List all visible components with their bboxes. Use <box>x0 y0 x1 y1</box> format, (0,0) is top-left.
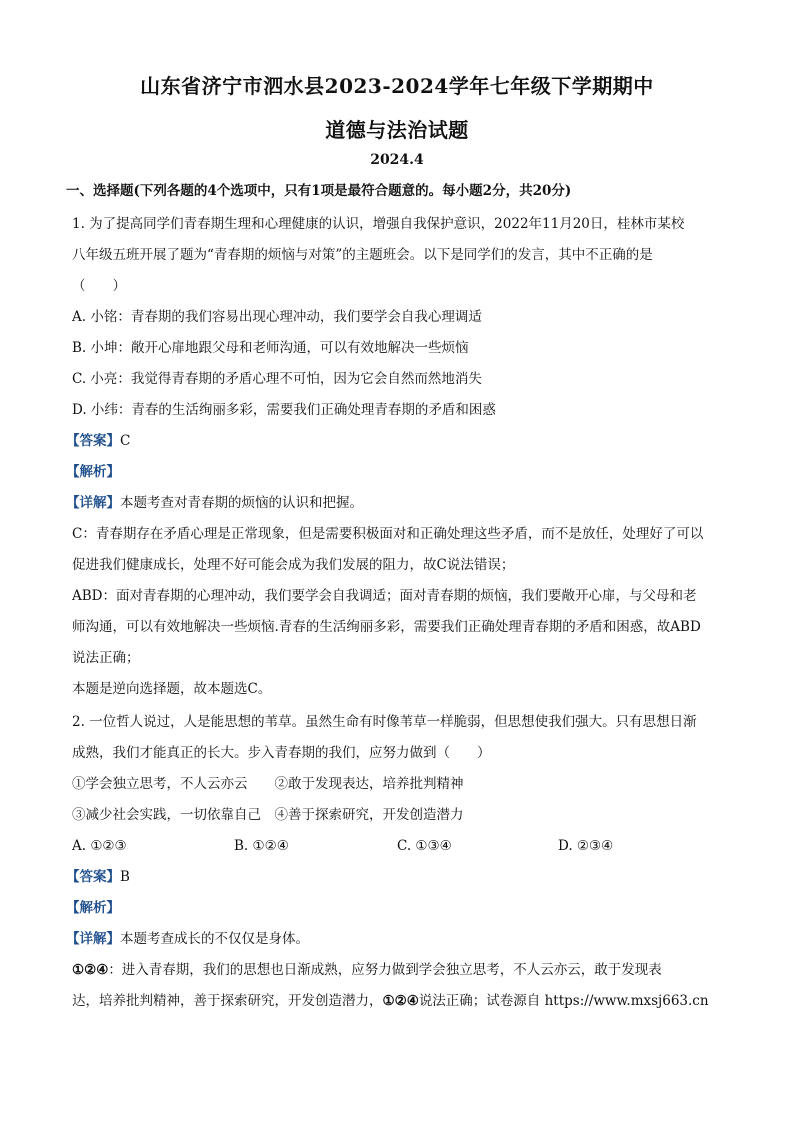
q1-option-d: D. 小纬：青春的生活绚丽多彩，需要我们正确处理青春期的矛盾和困惑 <box>72 402 496 418</box>
analysis-tag: 【解析】 <box>66 900 120 916</box>
explanation-text: ：进入青春期，我们的思想也日渐成熟，应努力做到学会独立思考，不人云亦云，敢于发现表 <box>108 962 662 978</box>
answer-tag: 【答案】 <box>66 869 120 885</box>
detail-text: 本题考查成长的不仅仅是身体。 <box>120 931 309 947</box>
q1-explanation-line: 促进我们健康成长，处理不好可能会成为我们发展的阻力，故C说法错误； <box>72 557 515 573</box>
analysis-tag: 【解析】 <box>66 464 120 480</box>
document-title: 山东省济宁市泗水县2023-2024学年七年级下学期期中 <box>140 74 654 98</box>
q1-stem-line: （ ） <box>72 278 126 294</box>
q1-option-b: B. 小坤：敞开心扉地跟父母和老师沟通，可以有效地解决一些烦恼 <box>72 340 469 356</box>
q2-option-b: B. ①②④ <box>234 838 289 854</box>
q1-explanation-line: C：青春期存在矛盾心理是正常现象，但是需要积极面对和正确处理这些矛盾，而不是放任，处理好了可以 <box>72 526 704 542</box>
detail-tag: 【详解】 <box>66 931 120 947</box>
detail-tag: 【详解】 <box>66 495 120 511</box>
section-heading: 一、选择题(下列各题的4个选项中，只有1项是最符合题意的。每小题2分，共20分) <box>66 183 572 199</box>
q2-option-d: D. ②③④ <box>558 838 614 854</box>
choice-numbers: ①②④ <box>382 993 419 1009</box>
q1-answer <box>66 431 716 451</box>
q1-explanation-line: 本题是逆向选择题，故本题选C。 <box>72 681 272 697</box>
explanation-text-source: 说法正确；试卷源自 https://www.mxsj663.cn <box>418 993 709 1009</box>
q2-option-a: A. ①②③ <box>72 838 127 854</box>
q2-item-line: ①学会独立思考，不人云亦云 ②敢于发现表达，培养批判精神 <box>72 776 464 792</box>
answer-tag: 【答案】 <box>66 433 120 449</box>
detail-text: 本题考查对青春期的烦恼的认识和把握。 <box>120 495 363 511</box>
q1-option-c: C. 小亮：我觉得青春期的矛盾心理不可怕，因为它会自然而然地消失 <box>72 371 482 387</box>
q2-option-c: C. ①③④ <box>397 838 452 854</box>
q2-explanation-line <box>72 960 722 980</box>
q2-item-line: ③减少社会实践，一切依靠自己 ④善于探索研究，开发创造潜力 <box>72 807 464 823</box>
choice-numbers: ①②④ <box>72 962 109 978</box>
q2-answer <box>66 867 716 887</box>
q1-explanation-line: 说法正确； <box>72 650 140 666</box>
q2-explanation-line <box>72 991 722 1011</box>
q2-stem-line: 成熟，我们才能真正的长大。步入青春期的我们，应努力做到（ ） <box>72 745 491 761</box>
answer-value: B <box>120 869 130 885</box>
document-subtitle: 道德与法治试题 <box>325 118 469 142</box>
q1-explanation-line: 师沟通，可以有效地解决一些烦恼.青春的生活绚丽多彩，需要我们正确处理青春期的矛盾和困惑，故ABD <box>72 619 701 635</box>
q2-stem-line: 2. 一位哲人说过，人是能思想的苇草。虽然生命有时像苇草一样脆弱，但思想使我们强大。只有思想日渐 <box>72 714 697 730</box>
q1-stem-line: 八年级五班开展了题为“青春期的烦恼与对策”的主题班会。以下是同学们的发言，其中不正确的是 <box>72 247 653 263</box>
explanation-text: 达，培养批判精神，善于探索研究，开发创造潜力， <box>72 993 383 1009</box>
q1-detail <box>66 493 716 513</box>
answer-value: C <box>120 433 131 449</box>
document-date: 2024.4 <box>370 152 424 168</box>
q2-detail <box>66 929 716 949</box>
q1-explanation-line: ABD：面对青春期的心理冲动，我们要学会自我调适；面对青春期的烦恼，我们要敞开心扉，与父母和老 <box>72 588 697 604</box>
q1-option-a: A. 小铭：青春期的我们容易出现心理冲动，我们要学会自我心理调适 <box>72 309 482 325</box>
q1-stem-line: 1. 为了提高同学们青春期生理和心理健康的认识，增强自我保护意识，2022年11月20日，桂林市某校 <box>72 216 685 232</box>
